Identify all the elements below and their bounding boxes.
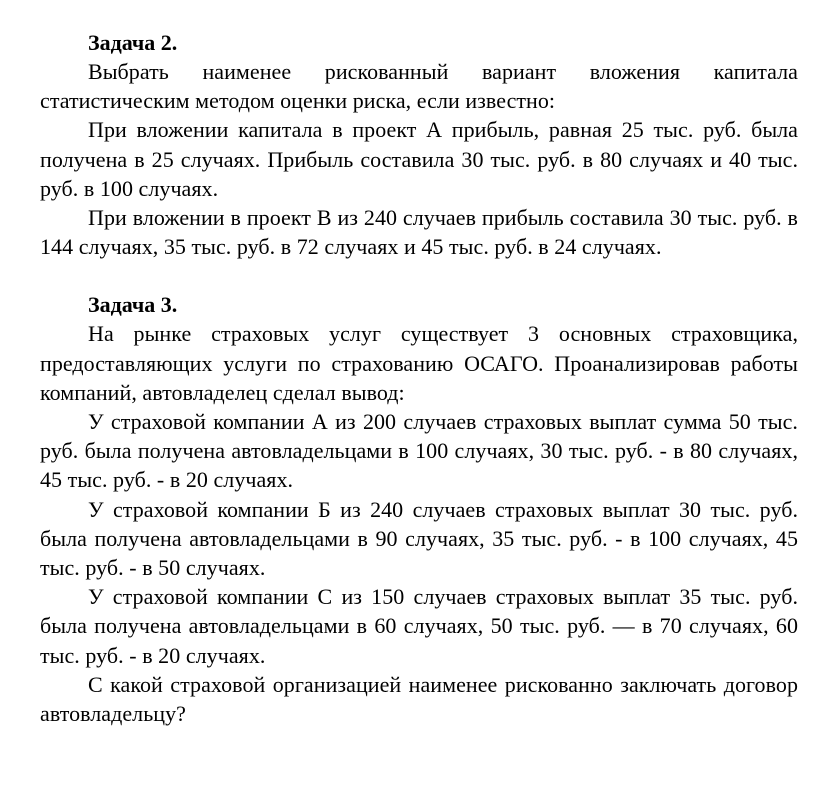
task-3-paragraph: У страховой компании С из 150 случаев страховых выплат 35 тыс. руб. была получена автовладельцами в 60 случаях, 50 тыс. руб. — в 70 случаях, 60 тыс. руб. - в 20 случаях. bbox=[40, 584, 798, 668]
task-3-title: Задача 3. bbox=[88, 292, 178, 318]
task-3-paragraph: У страховой компании Б из 240 случаев страховых выплат 30 тыс. руб. была получена автовладельцами в 90 случаях, 35 тыс. руб. - в 100 случаях, 45 тыс. руб. - в 50 случаях. bbox=[40, 496, 798, 581]
task-2 bbox=[40, 28, 798, 261]
task-2-paragraph: При вложении капитала в проект А прибыль, равная 25 тыс. руб. была получена в 25 случаях. Прибыль составила 30 тыс. руб. в 80 случаях и 40 тыс. руб. в 100 случаях. bbox=[40, 117, 798, 201]
task-2-paragraph: Выбрать наименее рискованный вариант вложения капитала статистическим методом оценки риска, если известно: bbox=[40, 59, 798, 114]
document-page bbox=[40, 28, 798, 728]
task-3 bbox=[40, 290, 798, 728]
task-3-paragraph: С какой страховой организацией наименее рискованно заключать договор автовладельцу? bbox=[40, 671, 798, 727]
task-3-paragraph: У страховой компании А из 200 случаев страховых выплат сумма 50 тыс. руб. была получена автовладельцами в 100 случаях, 30 тыс. руб. - в 80 случаях, 45 тыс. руб. - в 20 случаях. bbox=[40, 409, 798, 493]
task-2-title: Задача 2. bbox=[88, 30, 178, 55]
task-3-paragraph: На рынке страховых услуг существует 3 основных страховщика, предоставляющих услуги по страхованию ОСАГО. Проанализировав работы компаний, автовладелец сделал вывод: bbox=[40, 321, 798, 405]
task-2-paragraph: При вложении в проект В из 240 случаев прибыль составила 30 тыс. руб. в 144 случаях, 35 тыс. руб. в 72 случаях и 45 тыс. руб. в 24 случаях. bbox=[40, 205, 798, 260]
